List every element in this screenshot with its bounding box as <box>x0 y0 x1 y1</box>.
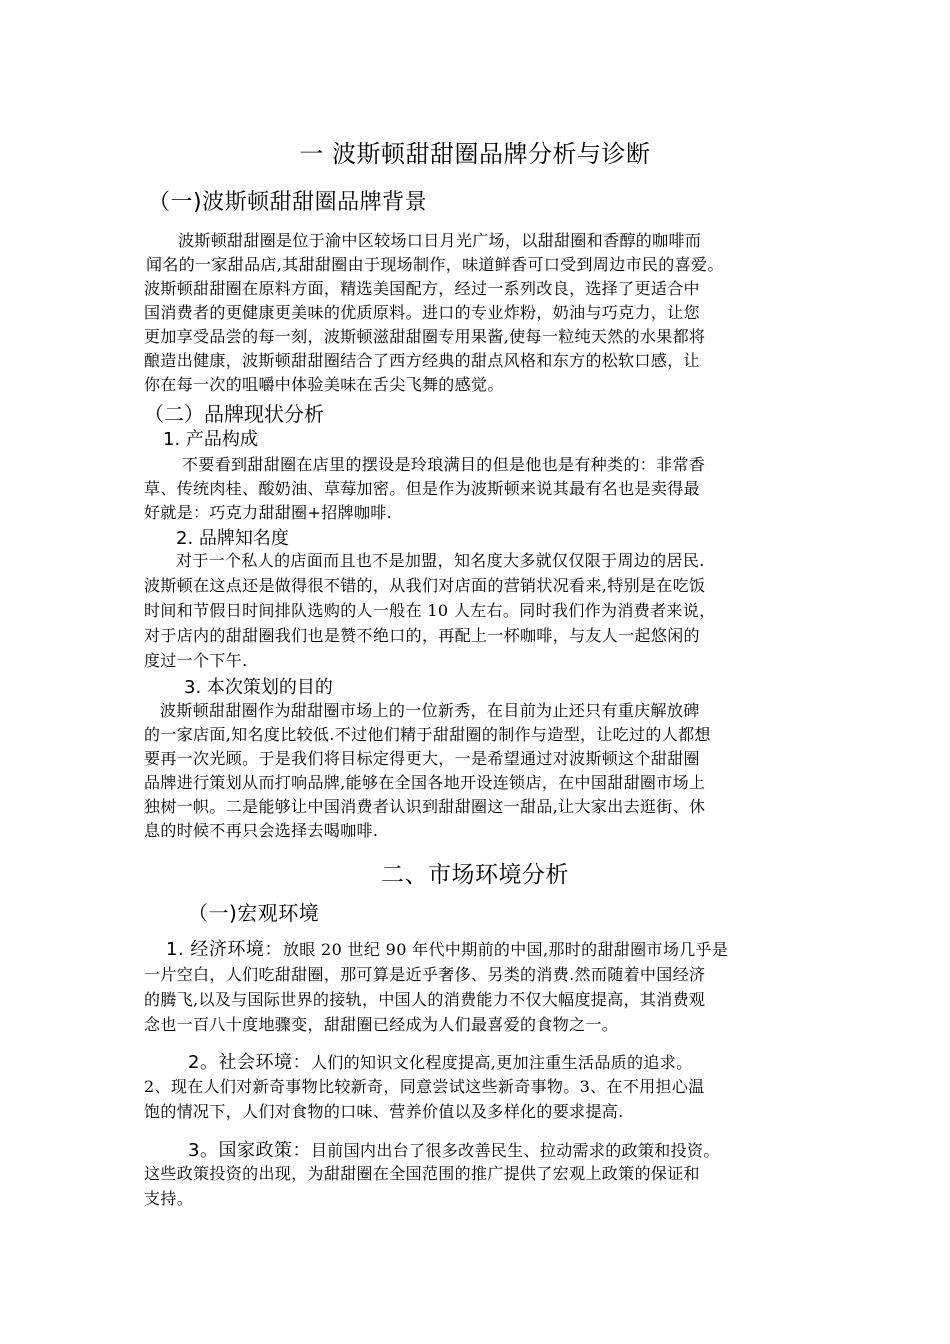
paragraph-line: 草、传统肉桂、酸奶油、草莓加密。但是作为波斯顿来说其最有名也是卖得最 <box>144 479 700 498</box>
subheading-product-composition: 1. 产品构成 <box>163 429 258 450</box>
paragraph-line: 好就是：巧克力甜甜圈+招牌咖啡. <box>144 503 393 522</box>
paragraph-line: 你在每一次的咀嚼中体验美味在舌尖飞舞的感觉。 <box>144 375 504 394</box>
economic-environment-label: 1. 经济环境： <box>166 939 283 960</box>
paragraph-line: 支持。 <box>144 1189 194 1208</box>
paragraph-line: 国消费者的更健康更美味的优质原料。进口的专业炸粉，奶油与巧克力，让您 <box>144 303 700 322</box>
subheading-planning-purpose: 3. 本次策划的目的 <box>184 677 333 698</box>
paragraph-line <box>166 935 728 961</box>
paragraph-line: 独树一帜。二是能够让中国消费者认识到甜甜圈这一甜品,让大家出去逛街、休 <box>144 797 706 816</box>
paragraph-line: 波斯顿甜甜圈作为甜甜圈市场上的一位新秀，在目前为止还只有重庆解放碑 <box>160 701 700 720</box>
paragraph-line: 品牌进行策划从而打响品牌,能够在全国各地开设连锁店，在中国甜甜圈市场上 <box>144 773 706 792</box>
paragraph-line: 饱的情况下，人们对食物的口味、营养价值以及多样化的要求提高. <box>144 1102 624 1121</box>
paragraph-line: 2、现在人们对新奇事物比较新奇，同意尝试这些新奇事物。3、在不用担心温 <box>144 1077 705 1096</box>
paragraph-line: 息的时候不再只会选择去喝咖啡. <box>144 821 379 840</box>
section-heading-brand-background: （一)波斯顿甜甜圈品牌背景 <box>148 190 428 215</box>
national-policy-label: 3。国家政策： <box>188 1140 311 1161</box>
paragraph-line: 度过一个下午. <box>144 651 248 670</box>
chapter-title-1: 一 波斯顿甜甜圈品牌分析与诊断 <box>299 140 651 168</box>
section-heading-macro-environment: （一)宏观环境 <box>188 901 320 925</box>
paragraph-line: 波斯顿甜甜圈是位于渝中区较场口日月光广场，以甜甜圈和香醇的咖啡而 <box>178 231 702 250</box>
paragraph-line: 闻名的一家甜品店,其甜甜圈由于现场制作，味道鲜香可口受到周边市民的喜爱。 <box>146 255 724 274</box>
paragraph-line <box>188 1048 692 1074</box>
paragraph-line: 要再一次光顾。于是我们将目标定得更大，一是希望通过对波斯顿这个甜甜圈 <box>144 749 700 768</box>
paragraph-line: 念也一百八十度地骤变，甜甜圈已经成为人们最喜爱的食物之一。 <box>144 1015 619 1034</box>
paragraph-line <box>188 1136 720 1162</box>
paragraph-line: 一片空白，人们吃甜甜圈，那可算是近乎奢侈、另类的消费.然而随着中国经济 <box>144 965 706 984</box>
economic-environment-text: 放眼 20 世纪 90 年代中期前的中国,那时的甜甜圈市场几乎是 <box>282 940 729 959</box>
social-environment-text: 人们的知识文化程度提高,更加注重生活品质的追求。 <box>310 1053 693 1072</box>
paragraph-line: 对于店内的甜甜圈我们也是赞不绝口的，再配上一杯咖啡，与友人一起悠闲的 <box>144 626 700 645</box>
national-policy-text: 目前国内出台了很多改善民生、拉动需求的政策和投资。 <box>310 1141 720 1160</box>
paragraph-line: 酿造出健康，波斯顿甜甜圈结合了西方经典的甜点风格和东方的松软口感，让 <box>144 351 700 370</box>
paragraph-line: 的腾飞,以及与国际世界的接轨，中国人的消费能力不仅大幅度提高，其消费观 <box>144 990 706 1009</box>
paragraph-line: 时间和节假日时间排队选购的人一般在 10 人左右。同时我们作为消费者来说， <box>144 601 716 620</box>
paragraph-line: 不要看到甜甜圈在店里的摆设是玲琅满目的但是他也是有种类的：非常香 <box>182 455 706 474</box>
paragraph-line: 这些政策投资的出现，为甜甜圈在全国范围的推广提供了宏观上政策的保证和 <box>144 1164 700 1183</box>
chapter-title-2: 二、市场环境分析 <box>381 862 569 888</box>
section-heading-brand-status: （二）品牌现状分析 <box>144 402 324 426</box>
paragraph-line: 波斯顿甜甜圈在原料方面，精选美国配方，经过一系列改良，选择了更适合中 <box>144 279 700 298</box>
social-environment-label: 2。社会环境： <box>188 1052 311 1073</box>
paragraph-line: 对于一个私人的店面而且也不是加盟，知名度大多就仅仅限于周边的居民. <box>176 551 705 570</box>
paragraph-line: 的一家店面,知名度比较低.不过他们精于甜甜圈的制作与造型，让吃过的人都想 <box>144 725 711 744</box>
paragraph-line: 波斯顿在这点还是做得很不错的，从我们对店面的营销状况看来,特别是在吃饭 <box>144 576 706 595</box>
paragraph-line: 更加享受品尝的每一刻，波斯顿滋甜甜圈专用果酱,使每一粒纯天然的水果都将 <box>144 327 706 346</box>
subheading-brand-awareness: 2. 品牌知名度 <box>176 528 289 549</box>
